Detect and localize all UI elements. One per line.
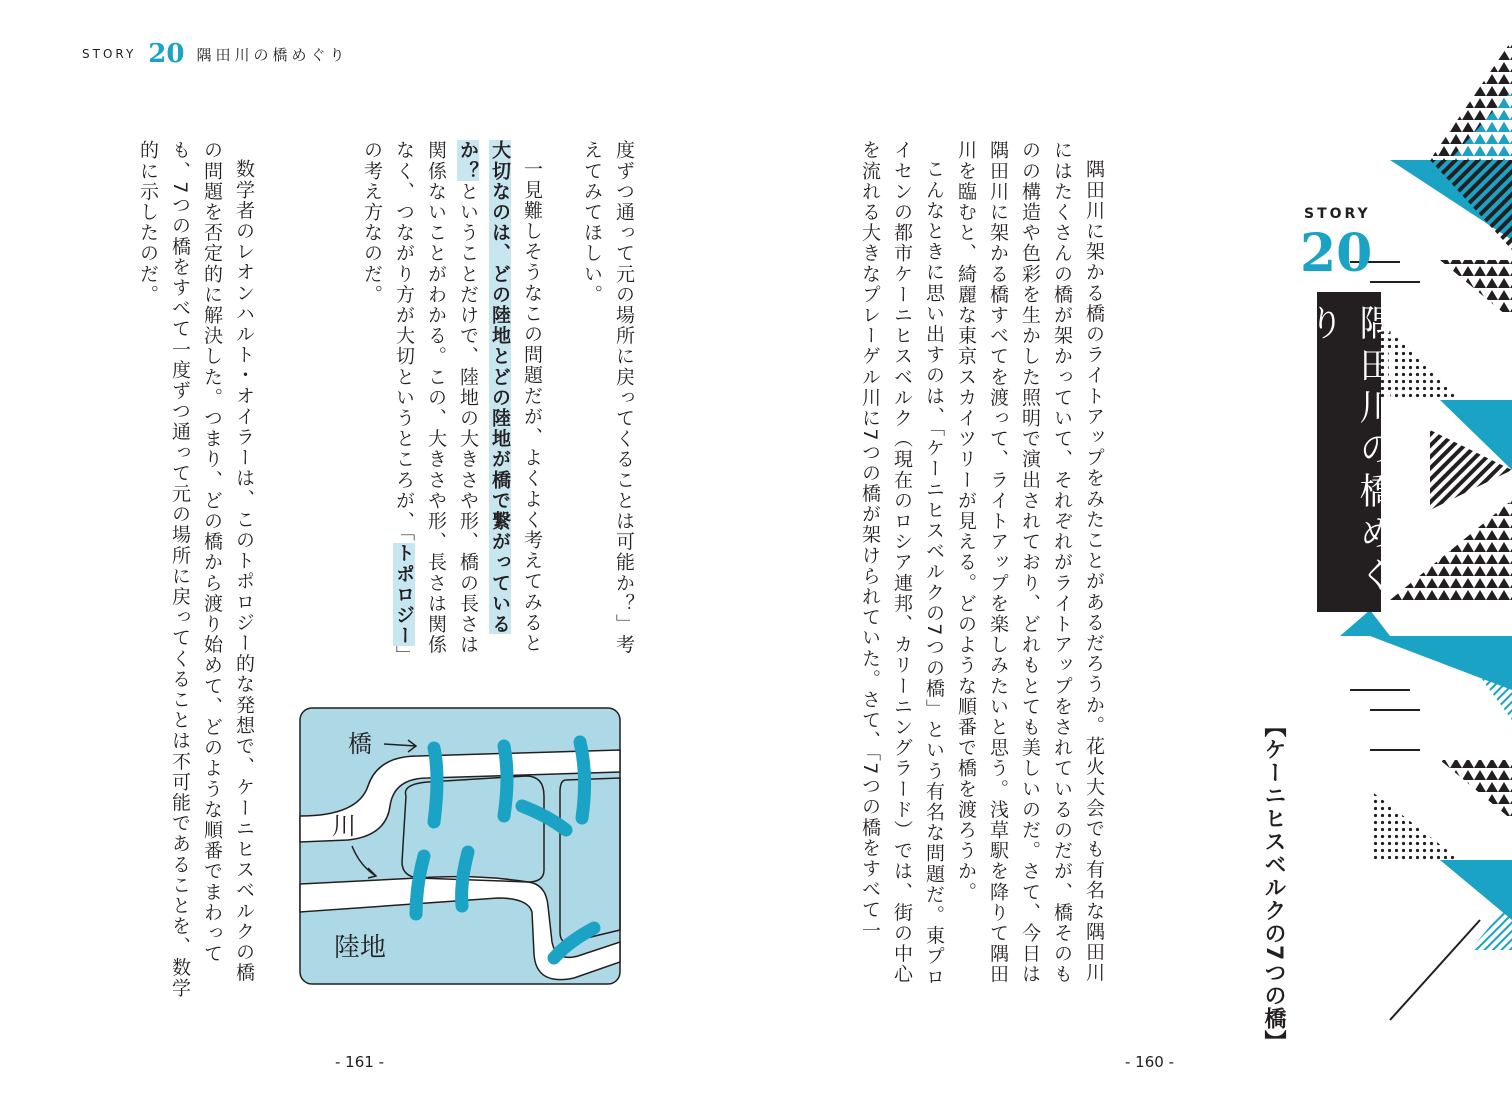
paragraph (132, 140, 260, 1000)
chapter-title: 隅田川の橋めぐり (1303, 304, 1395, 598)
triangle-stripe (1430, 160, 1512, 250)
running-head-number: 20 (148, 39, 185, 69)
highlighted-text: トポロジー (393, 542, 415, 646)
triangle-pattern (1390, 500, 1512, 600)
bridge (462, 852, 468, 906)
bridge (580, 742, 585, 818)
paragraph (854, 140, 950, 990)
bridge (504, 746, 507, 816)
paragraph (950, 140, 1110, 990)
running-head-title: 隅田川の橋めぐり (196, 45, 349, 64)
page-number-left: - 161 - (335, 1053, 384, 1071)
story-number: 20 (1300, 223, 1373, 284)
triangle-solid (1340, 610, 1390, 636)
running-head (82, 40, 349, 68)
paragraph (576, 140, 640, 660)
paragraph-text: 隅田川に架かる橋のライトアップをみたことがあるだろうか。花火大会でも有名な隅田川にはたくさんの橋が架かっていて、それぞれがライトアップをされているのだが、橋そのものの構造や色彩を生かした照明で演出されており、どれもとても美しいのだ。さて、今日は隅田川に架かる橋すべてを渡って、ライトアップを楽しみたいと思う。浅草駅を降りて隅田川を臨むと、綺麗な東京スカイツリーが見える。どのような順番で橋を渡ろうか。 (955, 140, 1105, 985)
triangle-stripe (1450, 636, 1512, 720)
paragraph (356, 140, 548, 660)
map-label-river: 川 (332, 812, 356, 840)
story-label: STORY (1304, 206, 1371, 222)
triangle-dots (1370, 790, 1460, 860)
right-page-text (859, 140, 1110, 990)
section-subheading: 【ケーニヒスベルクの7つの橋】 (1261, 715, 1286, 1054)
running-head-story: STORY (82, 47, 137, 61)
map-label-bridge: 橋 (348, 730, 372, 758)
diagonal-line (1390, 920, 1480, 1020)
paragraph-text: ということだけで、陸地の大きさや形、橋の長さは関係ないことがわかる。この、大きさや形、長さは関係なく、つながり方が大切というところが、「 (393, 140, 479, 656)
triangle-pattern (1440, 260, 1512, 320)
left-page-text-lower (100, 140, 260, 1000)
bridge (434, 748, 437, 822)
paragraph-text: 度ずつ通って元の場所に戻ってくることは可能か？」考えてみてほしい。 (581, 140, 635, 655)
paragraph-text: 」の考え方なのだ。 (361, 140, 415, 657)
triangle-solid (1440, 860, 1512, 920)
bridge-map-illustration (298, 706, 622, 986)
chapter-title-block (1303, 292, 1395, 612)
map-label-land: 陸地 (334, 933, 387, 963)
page-number-right: - 160 - (1125, 1053, 1174, 1071)
paragraph-text: 一見難しそうなこの問題だが、よくよく考えてみると (521, 159, 543, 654)
triangle-pattern (1440, 760, 1512, 820)
paragraph-text: 数学者のレオンハルト・オイラーは、このトポロジー的な発想で、ケーニヒスベルクの橋の問題を否定的に解決した。つまり、どの橋から渡り始めて、どのような順番でまわっても、7つの橋をすべて一度ずつ通って元の場所に戻ってくることは不可能であることを、数学的に示したのだ。 (137, 140, 255, 999)
highlighted-text: 大切なのは、どの陸地とどの陸地が橋で繋がっているか？ (457, 140, 511, 635)
paragraph-text: こんなときに思い出すのは、「ケーニヒスベルクの7つの橋」という有名な問題だ。東プロイセンの都市ケーニヒスベルク（現在のロシア連邦、カリーニングラード）では、街の中心を流れる大きなプレーゲル川に7つの橋が架けられていた。さて、「7つの橋をすべて一 (859, 140, 945, 988)
